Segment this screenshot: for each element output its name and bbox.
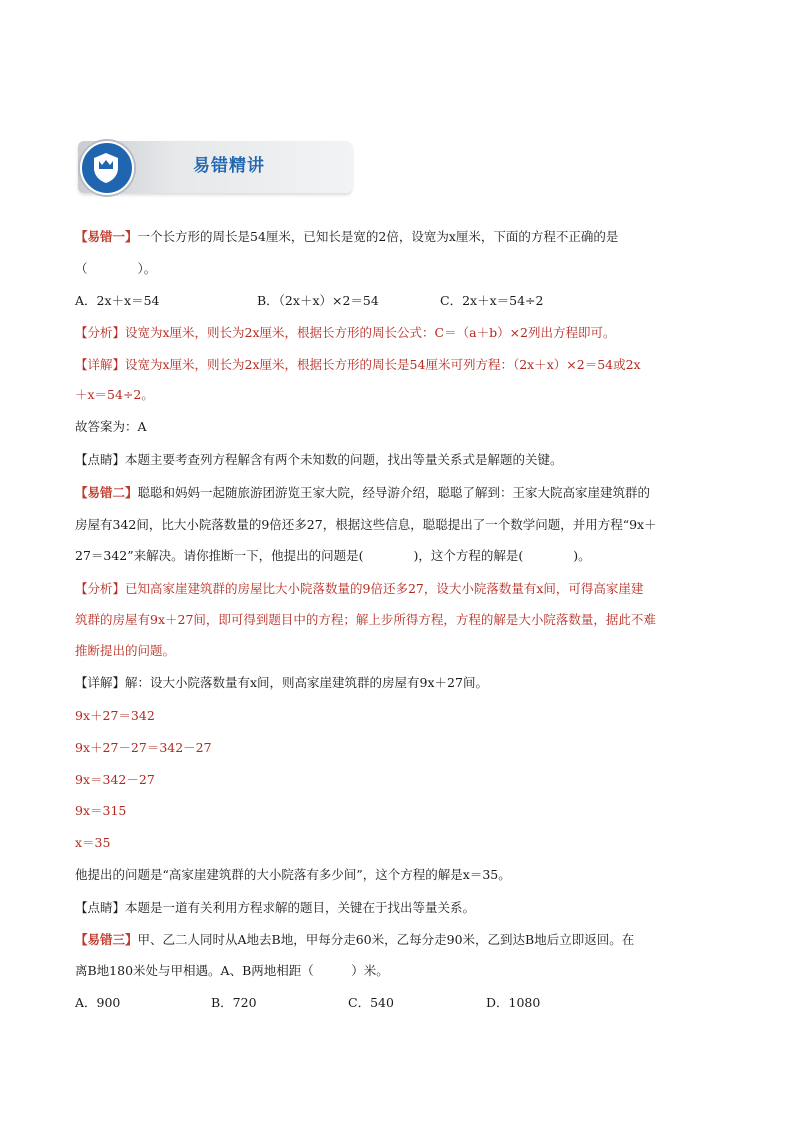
q1-blank: （ ）。 <box>75 261 157 276</box>
q1-option-b: B．（2x＋x）×2＝54 <box>257 293 379 308</box>
q1-detail-line1: 【详解】设宽为x厘米，则长为2x厘米，根据长方形的周长是54厘米可列方程：（2x＋x）×2＝54或2x <box>75 357 641 372</box>
q3-text-line1: 甲、乙二人同时从A地去B地，甲每分走60米，乙每分走90米，乙到达B地后立即返回。在 <box>137 932 635 947</box>
shield-badge <box>80 141 134 195</box>
q1-comment: 【点睛】本题主要考查列方程解含有两个未知数的问题，找出等量关系式是解题的关键。 <box>75 452 563 467</box>
q2-text-line1: 聪聪和妈妈一起随旅游团游览王家大院，经导游介绍，聪聪了解到：王家大院高家崖建筑群的 <box>137 485 651 500</box>
section-title: 易错精讲 <box>193 156 265 176</box>
q2-comment: 【点睛】本题是一道有关利用方程求解的题目，关键在于找出等量关系。 <box>75 900 476 915</box>
q1-analysis: 【分析】设宽为x厘米，则长为2x厘米，根据长方形的周长公式：C＝（a＋b）×2列出方程即可。 <box>75 325 616 340</box>
q3-option-d: D．1080 <box>486 995 541 1010</box>
q1-options <box>75 291 543 309</box>
q2-step-1: 9x＋27＝342 <box>75 708 155 723</box>
q3-option-a: A．900 <box>75 995 121 1010</box>
q2-analysis-line2: 筑群的房屋有9x＋27间，即可得到题目中的方程；解上步所得方程，方程的解是大小院落数量，据此不难 <box>75 612 656 627</box>
q2-conclusion: 他提出的问题是“高家崖建筑群的大小院落有多少间”，这个方程的解是x＝35。 <box>75 867 511 882</box>
q2-analysis-line3: 推断提出的问题。 <box>75 643 176 658</box>
shield-icon <box>91 151 121 185</box>
q1-option-a: A．2x＋x＝54 <box>75 293 160 308</box>
q1-option-c: C．2x＋x＝54÷2 <box>440 293 544 308</box>
q1-answer: 故答案为：A <box>75 419 147 434</box>
q3-tag: 【易错三】 <box>75 932 138 947</box>
q2-text-line2: 房屋有342间，比大小院落数量的9倍还多27，根据这些信息，聪聪提出了一个数学问题，并用方程“9x＋ <box>75 517 657 532</box>
q2-step-5: x＝35 <box>75 835 111 850</box>
q2-text-line3: 27＝342”来解决。请你推断一下，他提出的问题是( )，这个方程的解是( )。 <box>75 548 591 563</box>
q1-detail-line2: ＋x＝54÷2。 <box>75 387 154 402</box>
q2-step-3: 9x＝342－27 <box>75 772 155 787</box>
q3-stem-line1 <box>75 930 634 948</box>
q2-stem-line1 <box>75 483 650 501</box>
q3-text-line2: 离B地180米处与甲相遇。A、B两地相距（ ）米。 <box>75 963 389 978</box>
q3-option-b: B．720 <box>211 995 257 1010</box>
q2-step-2: 9x＋27－27＝342－27 <box>75 740 212 755</box>
q1-stem <box>75 227 618 245</box>
q3-option-c: C．540 <box>348 995 394 1010</box>
q2-analysis-line1: 【分析】已知高家崖建筑群的房屋比大小院落数量的9倍还多27，设大小院落数量有x间，可得高家崖建 <box>75 581 644 596</box>
q3-options <box>75 993 540 1011</box>
q2-step-4: 9x＝315 <box>75 803 127 818</box>
q2-detail: 【详解】解：设大小院落数量有x间，则高家崖建筑群的房屋有9x＋27间。 <box>75 675 488 690</box>
q2-tag: 【易错二】 <box>75 485 138 500</box>
q1-tag: 【易错一】 <box>75 229 138 244</box>
q1-text: 一个长方形的周长是54厘米，已知长是宽的2倍，设宽为x厘米，下面的方程不正确的是 <box>137 229 619 244</box>
